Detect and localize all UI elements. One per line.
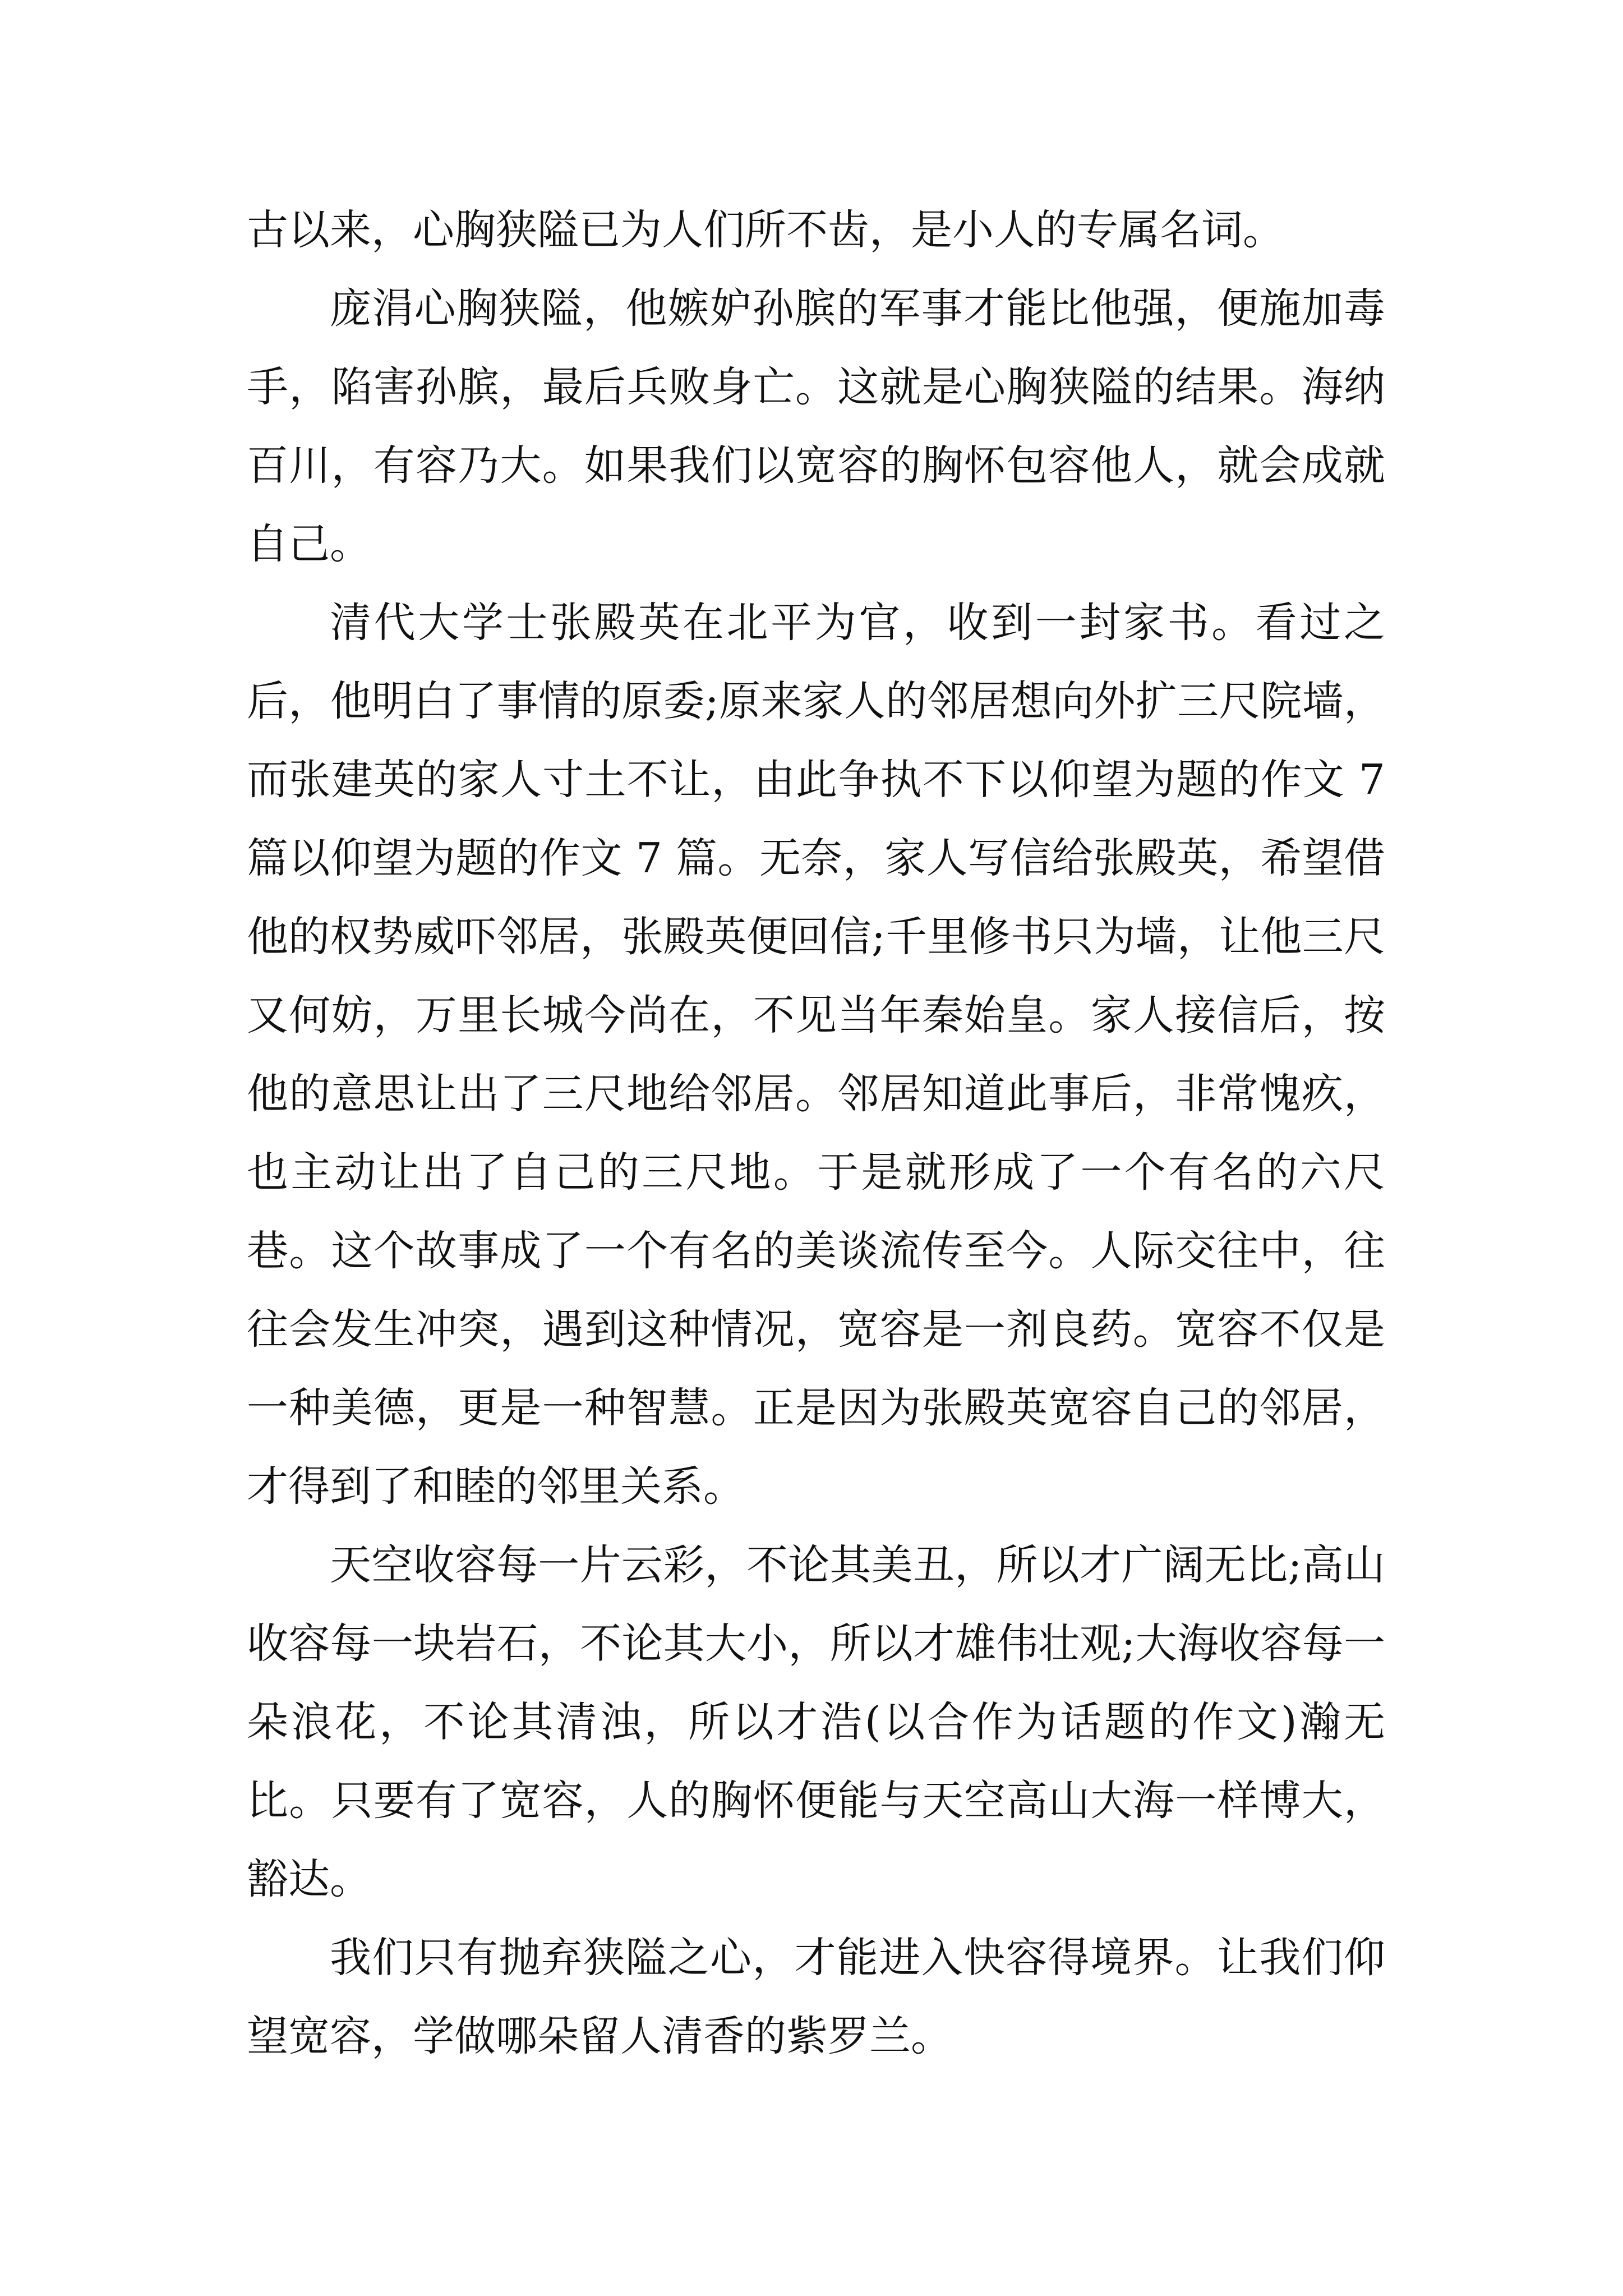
essay-body xyxy=(247,191,1385,2076)
paragraph: 古以来，心胸狭隘已为人们所不齿，是小人的专属名词。 xyxy=(247,206,1284,254)
paragraph: 我们只有抛弃狭隘之心，才能进入快容得境界。让我们仰望宽容，学做哪朵留人清香的紫罗兰。 xyxy=(247,1934,1385,2060)
paragraph: 清代大学士张殿英在北平为官，收到一封家书。看过之后，他明白了事情的原委;原来家人的邻居想向外扩三尺院墙，而张建英的家人寸土不让，由此争执不下以仰望为题的作文 7 篇以仰望为题的作文 7 篇。无奈，家人写信给张殿英，希望借他的权势威吓邻居，张殿英便回信;千里修书只为墙，让他三尺又何妨，万里长城今尚在，不见当年秦始皇。家人接信后，按他的意思让出了三尺地给邻居。邻居知道此事后，非常愧疚，也主动让出了自己的三尺地。于是就形成了一个有名的六尺巷。这个故事成了一个有名的美谈流传至今。人际交往中，往往会发生冲突，遇到这种情况，宽容是一剂良药。宽容不仅是一种美德，更是一种智慧。正是因为张殿英宽容自己的邻居，才得到了和睦的邻里关系。 xyxy=(247,599,1385,1511)
paragraph: 天空收容每一片云彩，不论其美丑，所以才广阔无比;高山收容每一块岩石，不论其大小，所以才雄伟壮观;大海收容每一朵浪花，不论其清浊，所以才浩(以合作为话题的作文)瀚无比。只要有了宽容，人的胸怀便能与天空高山大海一样博大，豁达。 xyxy=(247,1541,1385,1903)
paragraph: 庞涓心胸狭隘，他嫉妒孙膑的军事才能比他强，便施加毒手，陷害孙膑，最后兵败身亡。这就是心胸狭隘的结果。海纳百川，有容乃大。如果我们以宽容的胸怀包容他人，就会成就自己。 xyxy=(247,284,1385,568)
